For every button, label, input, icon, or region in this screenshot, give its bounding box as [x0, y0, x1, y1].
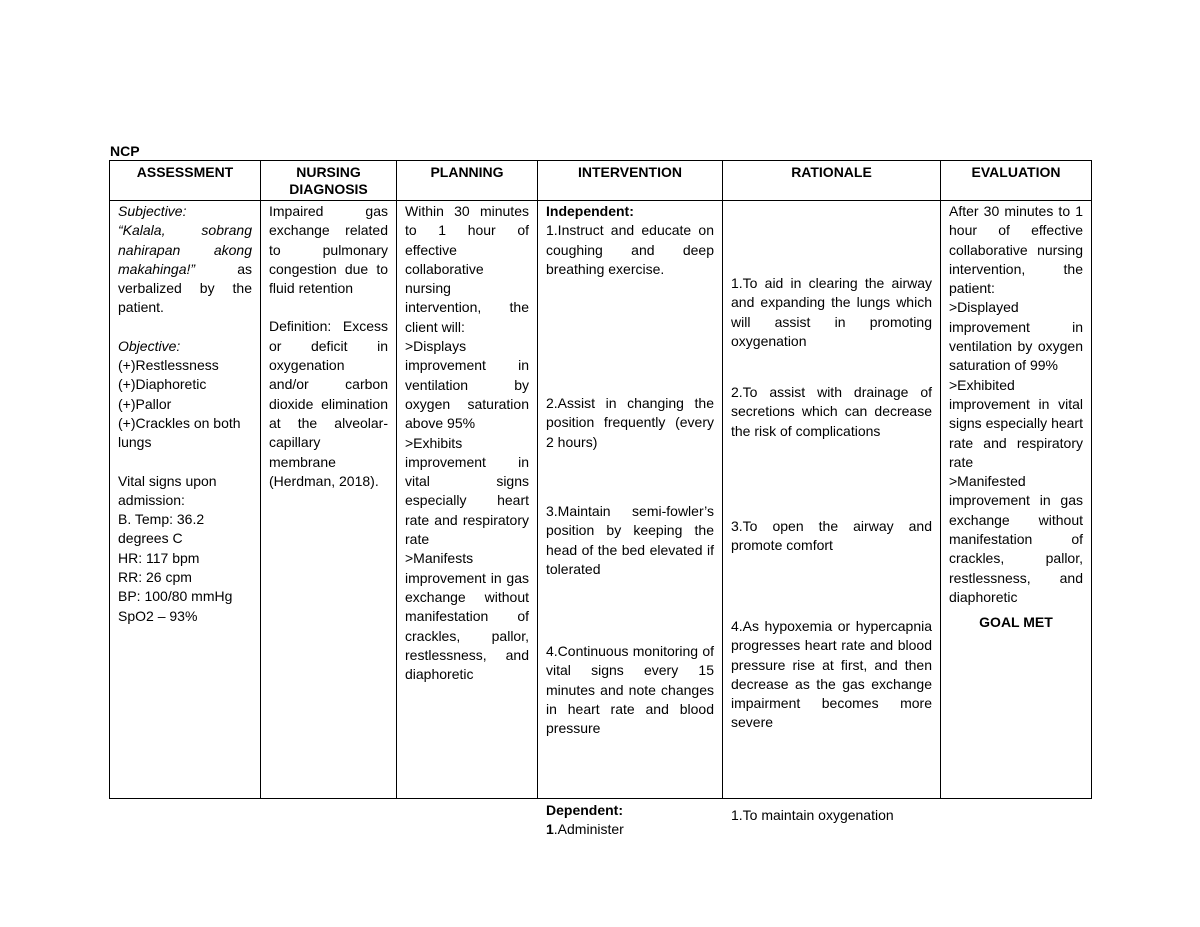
diagnosis-definition: Definition: Excess or deficit in oxygenation and/or carbon dioxide elimination at the alveolar-capillary membrane (Herdman, 2018).	[269, 318, 388, 489]
assessment-cell	[110, 201, 261, 799]
dependent-num: 1	[546, 821, 554, 838]
vital-sign: B. Temp: 36.2 degrees C	[118, 511, 205, 547]
objective-item: (+)Crackles on both lungs	[118, 414, 241, 451]
intervention-item: 3.Maintain semi-fowler’s position by keeping the head of the bed elevated if tolerated	[546, 503, 714, 577]
header-assessment: ASSESSMENT	[110, 161, 261, 201]
planning-intro: Within 30 minutes to 1 hour of effective collaborative nursing intervention, the client will:	[405, 203, 529, 335]
vital-sign: HR: 117 bpm	[118, 549, 200, 566]
rationale-item: 4.As hypoxemia or hypercapnia progresses heart rate and blood pressure rise at first, and then decrease as the gas exchange impairment becomes more severe	[731, 618, 932, 731]
rationale-item: 3.To open the airway and promote comfort	[731, 518, 932, 554]
vital-sign: BP: 100/80 mmHg	[118, 588, 233, 605]
planning-cell	[397, 201, 538, 799]
header-evaluation: EVALUATION	[941, 161, 1092, 201]
vital-sign: RR: 26 cpm	[118, 569, 192, 586]
rationale-cell	[723, 201, 941, 823]
table-row	[110, 201, 1092, 799]
evaluation-item: >Displayed improvement in ventilation by oxygen saturation of 99%	[949, 299, 1083, 374]
header-planning: PLANNING	[397, 161, 538, 201]
rationale-dependent: 1.To maintain oxygenation	[731, 807, 894, 823]
independent-label: Independent:	[546, 203, 634, 219]
intervention-item: 1.Instruct and educate on coughing and deep breathing exercise.	[546, 222, 714, 277]
ncp-table	[109, 160, 1092, 838]
planning-goal: >Exhibits improvement in vital signs especially heart rate and respiratory rate	[405, 434, 529, 548]
intervention-item: 2.Assist in changing the position frequently (every 2 hours)	[546, 395, 714, 450]
header-nursing-diagnosis: NURSING DIAGNOSIS	[261, 161, 397, 201]
intervention-cell	[538, 201, 723, 838]
dependent-item	[546, 820, 714, 839]
subjective-statement	[118, 221, 252, 317]
vital-sign: SpO2 – 93%	[118, 607, 198, 624]
evaluation-intro: After 30 minutes to 1 hour of effective collaborative nursing intervention, the patient:	[949, 203, 1083, 297]
evaluation-item: >Exhibited improvement in vital signs especially heart rate and respiratory rate	[949, 376, 1083, 470]
page-title: NCP	[110, 143, 140, 159]
subjective-rest: as verbalized by the patient.	[118, 260, 252, 316]
diagnosis-cell	[261, 201, 397, 799]
objective-item: (+)Diaphoretic	[118, 376, 207, 393]
rationale-item: 1.To aid in clearing the airway and expanding the lungs which will assist in promoting oxygenation	[731, 275, 932, 349]
evaluation-cell	[941, 201, 1092, 799]
objective-label: Objective:	[118, 337, 181, 354]
intervention-item: 4.Continuous monitoring of vital signs every 15 minutes and note changes in heart rate and blood pressure	[546, 643, 714, 737]
vitals-label: Vital signs upon admission:	[118, 472, 217, 508]
dependent-text: .Administer	[553, 821, 624, 838]
diagnosis-statement: Impaired gas exchange related to pulmonary congestion due to fluid retention	[269, 203, 388, 297]
planning-goal: >Manifests improvement in gas exchange without manifestation of crackles, pallor, restlessness, and diaphoretic	[405, 550, 529, 683]
subjective-quote: “Kalala, sobrang nahirapan akong makahinga!”	[118, 222, 252, 277]
objective-item: (+)Restlessness	[118, 357, 219, 374]
rationale-item: 2.To assist with drainage of secretions which can decrease the risk of complications	[731, 384, 932, 439]
dependent-block	[546, 801, 714, 840]
objective-item: (+)Pallor	[118, 395, 172, 412]
header-row	[110, 161, 1092, 201]
dependent-label: Dependent:	[546, 802, 623, 818]
evaluation-item: >Manifested improvement in gas exchange without manifestation of crackles, pallor, restlessness, and diaphoretic	[949, 473, 1083, 605]
subjective-label: Subjective:	[118, 203, 187, 219]
header-rationale: RATIONALE	[723, 161, 941, 201]
goal-met: GOAL MET	[979, 614, 1053, 631]
header-intervention: INTERVENTION	[538, 161, 723, 201]
planning-goal: >Displays improvement in ventilation by oxygen saturation above 95%	[405, 338, 529, 432]
